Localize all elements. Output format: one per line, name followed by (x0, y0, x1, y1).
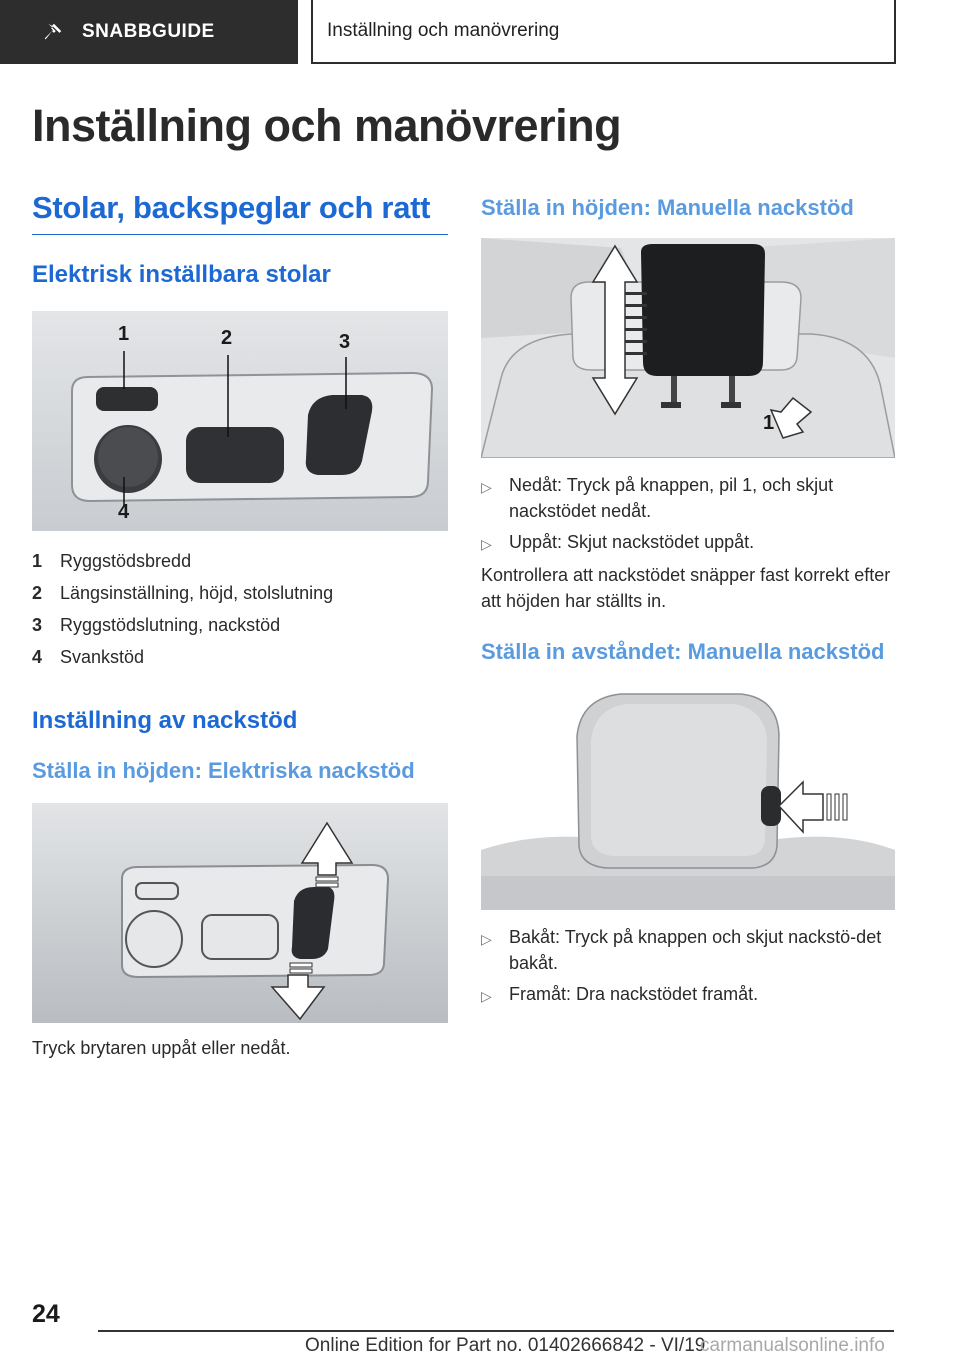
right-column (481, 190, 895, 1014)
list-item-text: Framåt: Dra nackstödet framåt. (509, 984, 759, 1004)
legend-text: Ryggstödslutning, nackstöd (60, 614, 281, 635)
left-column (32, 190, 448, 1061)
subheading-manual-height: Ställa in höjden: Manuella nackstöd (481, 195, 854, 220)
electric-headrest-figure (32, 803, 448, 1023)
section-title-seats: Stolar, backspeglar och ratt (32, 190, 448, 235)
electric-height-text: Tryck brytaren uppåt eller nedåt. (32, 1038, 291, 1058)
legend-item (32, 545, 448, 577)
page-number: 24 (32, 1300, 60, 1328)
callout-4: 4 (118, 501, 130, 523)
bullet-triangle-icon: ▷ (481, 988, 492, 1004)
bullet-triangle-icon: ▷ (481, 931, 492, 947)
header-section-label: Inställning och manövrering (327, 20, 560, 41)
bullet-triangle-icon: ▷ (481, 536, 492, 552)
seat-controls-figure (32, 311, 448, 531)
page-title: Inställning och manövrering (32, 100, 622, 151)
legend-number: 1 (32, 550, 43, 571)
watermark: carmanualsonline.info (700, 1335, 885, 1356)
bullet-triangle-icon: ▷ (481, 479, 492, 495)
subheading-headrest: Inställning av nackstöd (32, 707, 298, 734)
subheading-distance: Ställa in avståndet: Manuella nackstöd (481, 639, 885, 664)
legend-text: Svankstöd (60, 646, 145, 667)
legend-number: 4 (32, 646, 43, 667)
seat-controls-legend (32, 545, 448, 673)
legend-item (32, 609, 448, 641)
distance-steps (481, 924, 895, 1009)
footer-edition: Online Edition for Part no. 01402666842 - VI/19 (305, 1335, 706, 1356)
manual-height-text: Kontrollera att nackstödet snäpper fast korrekt efter att höjden har ställts in. (481, 565, 891, 611)
list-item (481, 981, 895, 1009)
header-section-tab[interactable] (311, 0, 896, 64)
list-item-text: Nedåt: Tryck på knappen, pil 1, och skjut nackstödet nedåt. (509, 475, 834, 521)
legend-item (32, 641, 448, 673)
callout-2: 2 (221, 327, 233, 349)
manual-headrest-height-figure (481, 238, 895, 458)
manual-height-steps (481, 472, 895, 557)
header-tab-label: SNABBGUIDE (82, 21, 215, 42)
list-item-text: Bakåt: Tryck på knappen och skjut nackstö-det bakåt. (509, 927, 882, 973)
legend-item (32, 577, 448, 609)
callout-3: 3 (339, 331, 351, 353)
pin-icon (42, 21, 64, 43)
footer-divider (98, 1330, 894, 1332)
list-item (481, 529, 895, 557)
legend-number: 2 (32, 582, 43, 603)
legend-text: Längsinställning, höjd, stolslutning (60, 582, 334, 603)
callout-1: 1 (118, 323, 130, 345)
subheading-electric-seats: Elektrisk inställbara stolar (32, 261, 331, 288)
subheading-electric-height: Ställa in höjden: Elektriska nackstöd (32, 758, 415, 783)
legend-text: Ryggstödsbredd (60, 550, 192, 571)
header-tab-snabbguide[interactable] (0, 0, 298, 64)
list-item (481, 924, 895, 976)
list-item-text: Uppåt: Skjut nackstödet uppåt. (509, 532, 755, 552)
list-item (481, 472, 895, 524)
legend-number: 3 (32, 614, 43, 635)
callout-arrow-1: 1 (763, 412, 775, 434)
manual-headrest-distance-figure (481, 690, 895, 910)
